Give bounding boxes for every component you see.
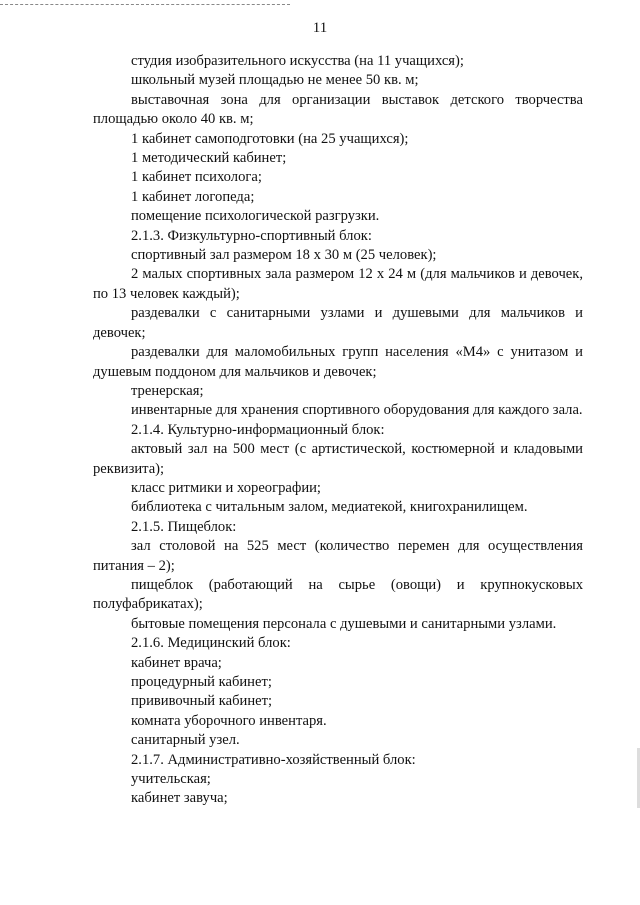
list-item: тренерская; [131, 382, 204, 399]
section-heading: 2.1.7. Административно-хозяйственный блок: [131, 751, 416, 768]
document-body [93, 52, 583, 809]
list-item: актовый зал на 500 мест (с артистической, костюмерной и кладовыми реквизита); [93, 441, 583, 477]
list-item: прививочный кабинет; [131, 693, 273, 710]
list-item: школьный музей площадью не менее 50 кв. м; [131, 72, 419, 89]
section-heading: 2.1.5. Пищеблок: [131, 518, 237, 535]
list-item: пищеблок (работающий на сырье (овощи) и крупнокусковых полуфабрикатах); [93, 576, 583, 613]
list-item: бытовые помещения персонала с душевыми и санитарными узлами. [131, 615, 557, 632]
list-item: кабинет врача; [131, 654, 222, 671]
list-item: учительская; [131, 771, 211, 788]
section-heading: 2.1.3. Физкультурно-спортивный блок: [131, 227, 372, 244]
list-item: комната уборочного инвентаря. [131, 712, 327, 729]
list-item: раздевалки для маломобильных групп населения «М4» с унитазом и душевым поддоном для мальчиков и девочек; [93, 344, 583, 380]
list-item: 1 кабинет логопеда; [131, 188, 255, 205]
list-item: инвентарные для хранения спортивного оборудования для каждого зала. [131, 402, 583, 419]
list-item: класс ритмики и хореографии; [131, 479, 321, 496]
list-item: кабинет завуча; [131, 790, 228, 807]
top-divider [0, 0, 290, 5]
list-item: процедурный кабинет; [131, 674, 272, 690]
list-item: спортивный зал размером 18 х 30 м (25 человек); [131, 247, 437, 264]
list-item: выставочная зона для организации выставок детского творчества площадью около 40 кв. м; [93, 91, 583, 128]
list-item: 1 методический кабинет; [131, 150, 287, 167]
page-number: 11 [312, 20, 328, 36]
list-item: студия изобразительного искусства (на 11 учащихся); [131, 53, 464, 69]
list-item: библиотека с читальным залом, медиатекой, книгохранилищем. [131, 499, 528, 516]
list-item: раздевалки с санитарными узлами и душевыми для мальчиков и девочек; [93, 305, 583, 341]
list-item: 1 кабинет психолога; [131, 169, 262, 186]
list-item: 1 кабинет самоподготовки (на 25 учащихся); [131, 130, 409, 147]
list-item: санитарный узел. [131, 732, 240, 749]
list-item: 2 малых спортивных зала размером 12 х 24 м (для мальчиков и девочек, по 13 человек каждый); [93, 266, 583, 302]
section-heading: 2.1.4. Культурно-информационный блок: [131, 421, 385, 438]
section-heading: 2.1.6. Медицинский блок: [131, 635, 291, 652]
list-item: помещение психологической разгрузки. [131, 208, 380, 225]
list-item: зал столовой на 525 мест (количество перемен для осуществления питания – 2); [93, 538, 583, 574]
